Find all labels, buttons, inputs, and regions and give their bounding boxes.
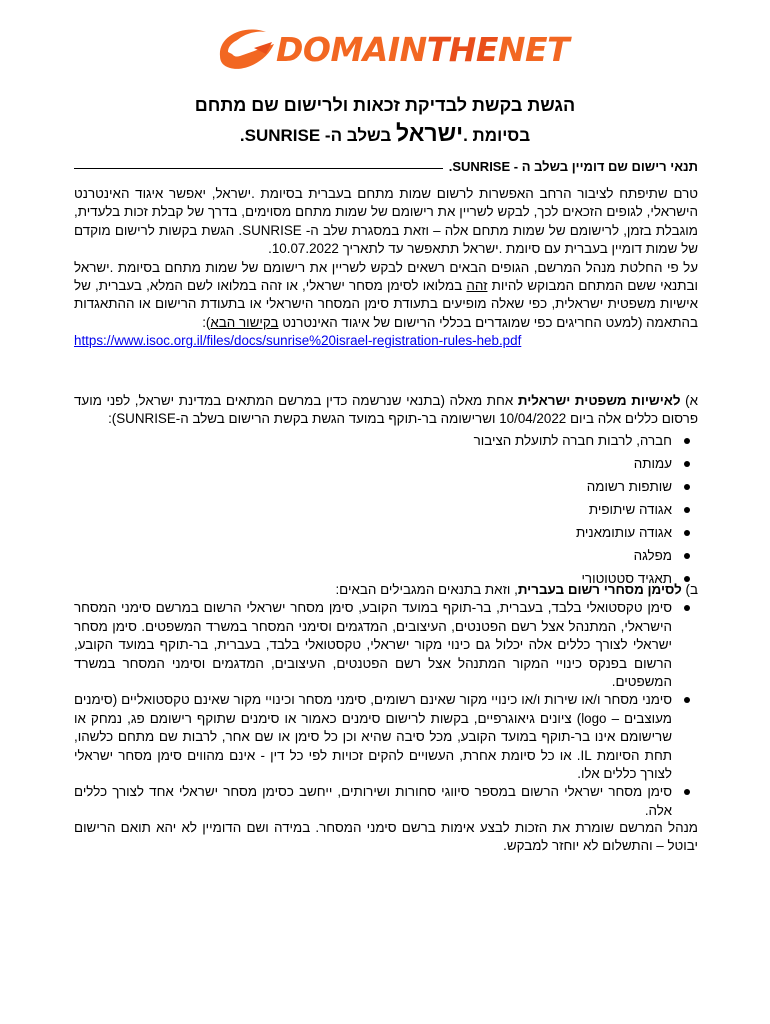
list-item: סימני מסחר ו/או שירות ו/או כינויי מקור שאינם רשומים, סימני מסחר וכינויי מקור שאינם טקסטואליים (סימנים מעוצבים – logo) ציונים גיאוגרפיים, בקשות לרישום סימנים כאמור או סימנים שתוקף רישומם פג, נמחק או שרישומם אינו בר-תוקף במועד הקובע, מכל סיבה שהיא וכן כל סימן או שם אחר, לרבות שם מתחם כלשהו, תחת הסיומת IL. או כל סיומת אחרת, העשויים להקים זכויות לפי כל דין - אינם מהווים סימן מסחר ישראלי לצורך כללים אלו. <box>74 691 672 783</box>
intro-text <box>74 185 698 351</box>
list-item: סימן טקסטואלי בלבד, בעברית, בר-תוקף במועד הקובע, סימן מסחר ישראלי הרשום במרשם סימני המסחר הישראלי, המתנהל אצל רשם הפטנטים, העיצובים, המדגמים וסימני המסחר במשרד המשפטים. סימן מסחר ישראלי לצורך כללים אלה יכלול גם כינוי מקור ישראלי, טקסטואלי בלבד, בעברית, בר-תוקף במועד הקובע, הרשום בפנקס כינויי המקור המתנהל אצל רשם הפטנטים, העיצובים, המדגמים וסימני המסחר במשרד המשפטים. <box>74 599 672 691</box>
list-item: תאגיד סטטוטורי <box>74 567 672 590</box>
entity-type-list <box>74 429 698 590</box>
page-subtitle: בסיומת .ישראל בשלב ה- SUNRISE. <box>239 120 531 146</box>
list-item: סימן מסחר ישראלי הרשום במספר סיווגי סחורות ושירותים, ייחשב כסימן מסחר ישראלי אחד לצורך כללים אלה. <box>74 783 672 820</box>
registration-rules-link[interactable]: https://www.isoc.org.il/files/docs/sunrise%20israel-registration-rules-heb.pdf <box>74 333 522 349</box>
list-item: אגודה שיתופית <box>74 498 672 521</box>
list-item: עמותה <box>74 452 672 475</box>
section-b-trademarks: ב) לסימן מסחרי רשום בעברית, וזאת בתנאים המגבילים הבאים: סימן טקסטואלי בלבד, בעברית, בר-תוקף במועד הקובע, סימן מסחר ישראלי הרשום במרשם סימני המסחר הישראלי, המתנהל אצל רשם הפטנטים, העיצובים, המדגמים וסימני המסחר במשרד המשפטים. סימן מסחר ישראלי לצורך כללים אלה יכלול גם כינוי מקור ישראלי, טקסטואלי בלבד, בעברית, בר-תוקף במועד הקובע, הרשום בפנקס כינויי המקור המתנהל אצל רשם הפטנטים, העיצובים, המדגמים וסימני המסחר במשרד המשפטים. סימני מסחר ו/או שירות ו/או כינויי מקור שאינם רשומים, סימני מסחר וכינויי מקור שאינם טקסטואליים (סימנים מעוצבים – logo) ציונים גיאוגרפיים, בקשות לרישום סימנים כאמור או סימנים שתוקף רישומם פג, נמחק או שרישומם אינו בר-תוקף במועד הקובע, מכל סיבה שהיא וכן כל סימן או שם אחר, לרבות שם מתחם כלשהו, תחת הסיומת IL. או כל סיומת אחרת, העשויים להקים זכויות לפי כל דין - אינם מהווים סימן מסחר ישראלי לצורך כללים אלו. סימן מסחר ישראלי הרשום במספר סיווגי סחורות ושירותים, ייחשב כסימן מסחר ישראלי אחד לצורך כללים אלה. <box>74 581 698 820</box>
final-note: מנהל המרשם שומרת את הזכות לבצע אימות ברשם סימני המסחר. במידה ושם הדומיין לא יהא תואם הרישום יבוטל – והתשלום לא יוחזר למבקש. <box>74 820 698 854</box>
domainthenet-logo <box>214 22 570 80</box>
list-item: שותפות רשומה <box>74 475 672 498</box>
page-title: הגשת בקשת לבדיקת זכאות ולרישום שם מתחם <box>194 95 576 115</box>
trademark-conditions-list <box>74 599 698 820</box>
eligibility-paragraph: על פי החלטת מנהל המרשם, הגופים הבאים רשאים לבקש לשריין את רישומם של שמות מתחם בסיומת .ישראל ובתנאי ששם המתחם המבוקש להיות זהה במלואו לסימן מסחר ישראלי, או זהה במלואו לשם המלא, בעברית, של אישיות משפטית ישראלית, כפי שאלה מופיעים בתעודת סימן המסחר הישראלי או בתעודת הרישום או ההתאגדות בהתאמה (למעט החריגים כפי שמוגדרים בכללי הרישום של איגוד האינטרנט בקישור הבא): <box>74 259 698 330</box>
intro-paragraph: טרם שתיפתח לציבור הרחב האפשרות לרשום שמות מתחם בעברית בסיומת .ישראל, יאפשר איגוד האינטרנט הישראלי, לגופים הזכאים לכך, לבקש לשריין את רישומם של שמות מתחם מסוימים, בדרך של קבלת זכות בלעדית, מוגבלת בזמן, לרישומם של שמות מתחם אלה – וזאת במסגרת שלב ה- SUNRISE. הגשת בקשות לרישום מוקדם של שמות דומיין בעברית עם סיומת .ישראל תתאפשר עד לתאריך 10.07.2022. <box>74 186 698 257</box>
swirl-logo-icon <box>214 22 278 80</box>
rules-link-label: בקישור הבא <box>210 314 279 330</box>
list-item: מפלגה <box>74 544 672 567</box>
section-heading: תנאי רישום שם דומיין בשלב ה - SUNRISE. <box>74 157 698 179</box>
logo-wordmark: DOMAINTHENET <box>276 30 570 69</box>
section-a-legal-entities: א) לאישיות משפטית ישראלית אחת מאלה (בתנאי שנרשמה כדין במרשם המתאים במדינת ישראל, לפני מועד פרסום כללים אלה ביום 10/04/2022 ושרישומה בר-תוקף במועד הגשת בקשת הרישום בשלב ה-SUNRISE): חברה, לרבות חברה לתועלת הציבור עמותה שותפות רשומה אגודה שיתופית אגודה עותומאנית מפלגה תאגיד סטטוטורי <box>74 392 698 590</box>
list-item: אגודה עותומאנית <box>74 521 672 544</box>
list-item: חברה, לרבות חברה לתועלת הציבור <box>74 429 672 452</box>
